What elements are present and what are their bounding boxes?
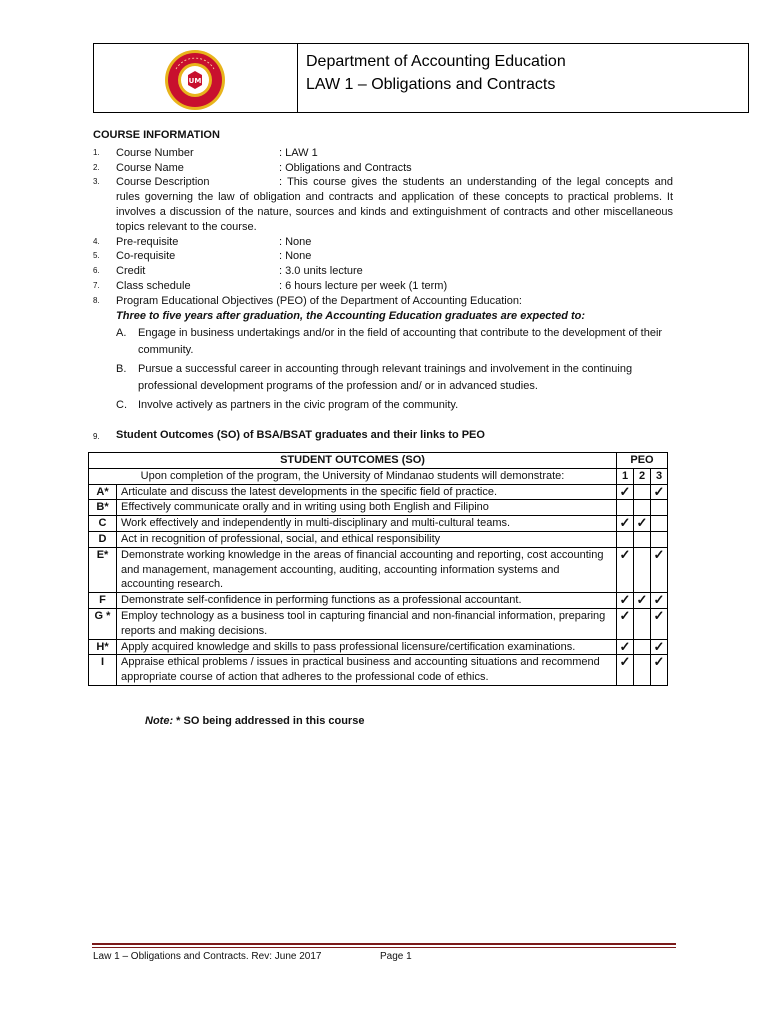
table-row	[89, 484, 668, 500]
so-header: STUDENT OUTCOMES (SO)	[89, 453, 617, 469]
college-seal-logo	[164, 49, 226, 111]
check-icon: ✓	[651, 655, 668, 686]
check-icon	[634, 639, 651, 655]
so-code: D	[89, 531, 117, 547]
peo-item	[116, 325, 673, 359]
check-icon	[634, 484, 651, 500]
so-text: Effectively communicate orally and in writing using both English and Filipino	[117, 500, 617, 516]
item-label: Course Name	[116, 161, 184, 174]
so-text: Articulate and discuss the latest developments in the specific field of practice.	[117, 484, 617, 500]
peo-letter: B.	[116, 363, 127, 376]
table-row	[89, 655, 668, 686]
item-label: Co-requisite	[116, 250, 176, 263]
item-value: : This course gives the students an understanding of the legal concepts and rules governing the law of obligation and contracts and application of these concepts to practical problems. It involves a discussion of the nature, sources and kinds and extinguishment of contracts and other miscellaneous topics relevant to the course.	[116, 176, 673, 233]
student-outcomes-table	[88, 452, 668, 686]
footer-document-info: Law 1 – Obligations and Contracts. Rev: June 2017	[93, 951, 322, 962]
check-icon: ✓	[617, 593, 634, 609]
check-icon	[634, 531, 651, 547]
info-row-corequisite	[93, 249, 673, 264]
peo-text: Program Educational Objectives (PEO) of the Department of Accounting Education:	[116, 294, 522, 307]
check-icon: ✓	[617, 608, 634, 639]
item-label: Course Number	[116, 146, 194, 159]
course-information	[93, 128, 673, 445]
item-value: : None	[279, 235, 312, 248]
item-number: 8.	[93, 295, 100, 305]
so-code: F	[89, 593, 117, 609]
so-text: Employ technology as a business tool in capturing financial and non-financial information, preparing reports and making decisions.	[117, 608, 617, 639]
check-icon: ✓	[651, 608, 668, 639]
item-value: : 3.0 units lecture	[279, 265, 363, 278]
so-text: Work effectively and independently in multi-disciplinary and multi-cultural teams.	[117, 516, 617, 532]
check-icon	[634, 500, 651, 516]
item-label: Pre-requisite	[116, 235, 179, 248]
peo-col-3: 3	[651, 468, 668, 484]
check-icon: ✓	[651, 547, 668, 592]
check-icon	[634, 655, 651, 686]
peo-col-1: 1	[617, 468, 634, 484]
table-header-row	[89, 453, 668, 469]
so-code: B*	[89, 500, 117, 516]
peo-item	[116, 361, 673, 395]
table-row	[89, 639, 668, 655]
info-row-course-number	[93, 146, 673, 161]
check-icon	[617, 500, 634, 516]
footer-page-number: Page 1	[380, 951, 412, 962]
check-icon	[634, 547, 651, 592]
info-row-prerequisite	[93, 235, 673, 250]
table-row	[89, 531, 668, 547]
info-row-credit	[93, 264, 673, 279]
item-number: 2.	[93, 162, 100, 172]
peo-intro: Three to five years after graduation, the Accounting Education graduates are expected to:	[116, 309, 586, 322]
peo-block	[93, 309, 673, 415]
note-text: * SO being addressed in this course	[173, 715, 365, 727]
header-divider	[297, 44, 298, 112]
so-code: I	[89, 655, 117, 686]
so-text: Demonstrate self-confidence in performing functions as a professional accountant.	[117, 593, 617, 609]
item-number: 9.	[93, 432, 100, 442]
item-value: : 6 hours lecture per week (1 term)	[279, 279, 448, 292]
table-note	[145, 715, 364, 727]
section-title: COURSE INFORMATION	[93, 129, 220, 141]
header-box	[93, 43, 749, 113]
so-code: E*	[89, 547, 117, 592]
so-code: H*	[89, 639, 117, 655]
footer-rule-thick	[92, 943, 676, 945]
department-title: Department of Accounting Education	[306, 53, 566, 70]
item-number: 6.	[93, 266, 100, 276]
check-icon	[651, 516, 668, 532]
so-heading-text: Student Outcomes (SO) of BSA/BSAT graduates and their links to PEO	[116, 429, 485, 442]
item-label: Class schedule	[116, 279, 191, 292]
check-icon	[634, 608, 651, 639]
info-row-course-name	[93, 161, 673, 176]
peo-header: PEO	[617, 453, 668, 469]
info-row-peo	[93, 294, 673, 309]
so-subheader: Upon completion of the program, the University of Mindanao students will demonstrate:	[89, 468, 617, 484]
so-text: Apply acquired knowledge and skills to pass professional licensure/certification examinations.	[117, 639, 617, 655]
peo-letter: C.	[116, 399, 127, 412]
peo-letter: A.	[116, 327, 127, 340]
check-icon: ✓	[617, 655, 634, 686]
so-heading	[93, 428, 673, 445]
footer-rule-thin	[92, 947, 676, 948]
so-code: C	[89, 516, 117, 532]
item-value: : Obligations and Contracts	[279, 161, 412, 174]
check-icon: ✓	[617, 484, 634, 500]
check-icon: ✓	[651, 593, 668, 609]
info-row-class-schedule	[93, 279, 673, 294]
so-text: Demonstrate working knowledge in the areas of financial accounting and reporting, cost accounting and management, management accounting, auditing, accounting information systems and accounting research.	[117, 547, 617, 592]
table-row	[89, 593, 668, 609]
course-title: LAW 1 – Obligations and Contracts	[306, 76, 556, 93]
so-code: G *	[89, 608, 117, 639]
check-icon	[651, 531, 668, 547]
table-row	[89, 500, 668, 516]
peo-col-2: 2	[634, 468, 651, 484]
so-text: Act in recognition of professional, social, and ethical responsibility	[117, 531, 617, 547]
note-label: Note:	[145, 715, 174, 727]
check-icon	[617, 531, 634, 547]
item-label: Credit	[116, 265, 146, 278]
check-icon: ✓	[651, 639, 668, 655]
so-text: Appraise ethical problems / issues in practical business and accounting situations and recommend appropriate course of action that adheres to the professional code of ethics.	[117, 655, 617, 686]
check-icon: ✓	[617, 639, 634, 655]
table-row	[89, 516, 668, 532]
check-icon: ✓	[651, 484, 668, 500]
item-number: 7.	[93, 280, 100, 290]
peo-item-text: Engage in business undertakings and/or in the field of accounting that contribute to the development of their community.	[138, 327, 663, 357]
check-icon	[651, 500, 668, 516]
table-row	[89, 608, 668, 639]
check-icon: ✓	[617, 516, 634, 532]
table-subheader-row	[89, 468, 668, 484]
table-row	[89, 547, 668, 592]
item-number: 1.	[93, 147, 100, 157]
item-value: : None	[279, 250, 312, 263]
description-block	[116, 175, 673, 234]
item-number: 4.	[93, 236, 100, 246]
peo-item-text: Involve actively as partners in the civic program of the community.	[138, 399, 459, 412]
check-icon: ✓	[634, 593, 651, 609]
item-number: 5.	[93, 251, 100, 261]
check-icon: ✓	[617, 547, 634, 592]
peo-item	[116, 397, 673, 414]
peo-item-text: Pursue a successful career in accounting through relevant trainings and involvement in the continuing professional development programs of the profession and/ or in advanced studies.	[138, 363, 633, 393]
check-icon: ✓	[634, 516, 651, 532]
info-row-course-description	[93, 175, 673, 234]
item-number: 3.	[93, 177, 100, 187]
item-value: : LAW 1	[279, 146, 318, 159]
svg-text:UM: UM	[188, 77, 202, 85]
item-label: Course Description	[116, 176, 210, 189]
so-code: A*	[89, 484, 117, 500]
